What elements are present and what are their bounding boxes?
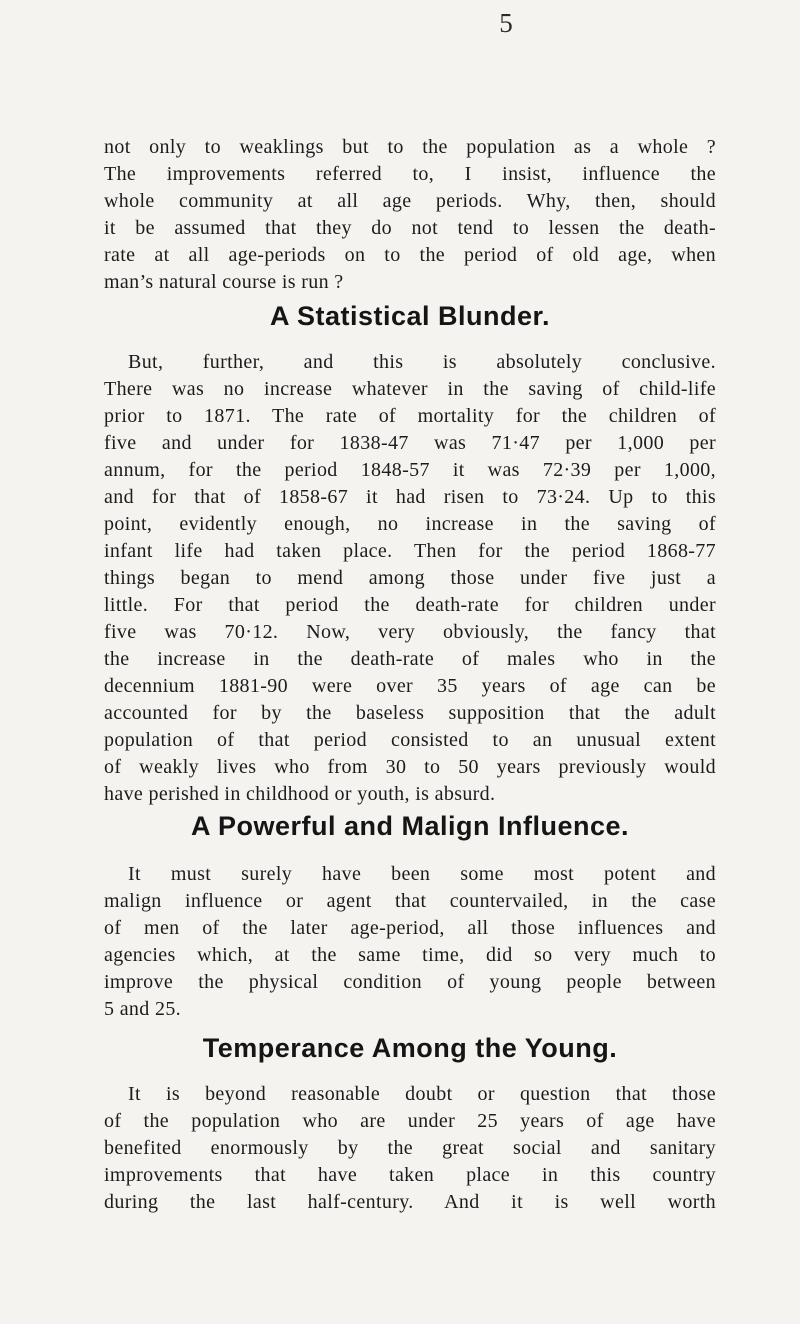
paragraph-malign-influence: [104, 861, 716, 1023]
text-line: have perished in childhood or youth, is absurd.: [104, 783, 496, 805]
section-heading-malign-influence: A Powerful and Malign Influence.: [190, 811, 630, 841]
text-line: of the population who are under 25 years of age have: [104, 1110, 716, 1132]
section-heading-statistical-blunder: A Statistical Blunder.: [269, 301, 551, 331]
text-line: prior to 1871. The rate of mortality for the children of: [104, 405, 716, 427]
text-line: infant life had taken place. Then for the period 1868-77: [104, 540, 716, 562]
text-line: rate at all age-periods on to the period of old age, when: [104, 244, 716, 266]
text-line: the increase in the death-rate of males who in the: [104, 648, 716, 670]
text-line: not only to weaklings but to the population as a whole ?: [104, 136, 716, 158]
text-line: It is beyond reasonable doubt or question that those: [128, 1083, 716, 1105]
page-number: 5: [499, 8, 513, 38]
text-line: little. For that period the death-rate for children under: [104, 594, 716, 616]
text-line: annum, for the period 1848-57 it was 72·39 per 1,000,: [104, 459, 716, 481]
text-line: of men of the later age-period, all those influences and: [104, 917, 716, 939]
text-line: benefited enormously by the great social and sanitary: [104, 1137, 716, 1159]
paragraph-temperance-young: [104, 1081, 716, 1216]
text-line: of weakly lives who from 30 to 50 years previously would: [104, 756, 716, 778]
text-line: 5 and 25.: [104, 998, 182, 1020]
text-line: population of that period consisted to an unusual extent: [104, 729, 716, 751]
text-line: The improvements referred to, I insist, influence the: [104, 163, 716, 185]
text-line: it be assumed that they do not tend to lessen the death-: [104, 217, 716, 239]
text-line: It must surely have been some most potent and: [128, 863, 716, 885]
text-line: and for that of 1858-67 it had risen to 73·24. Up to this: [104, 486, 716, 508]
text-line: But, further, and this is absolutely conclusive.: [128, 351, 716, 373]
text-line: whole community at all age periods. Why, then, should: [104, 190, 716, 212]
text-line: malign influence or agent that countervailed, in the case: [104, 890, 716, 912]
text-line: There was no increase whatever in the saving of child-life: [104, 378, 716, 400]
section-heading-temperance-young: Temperance Among the Young.: [202, 1033, 618, 1063]
text-line: agencies which, at the same time, did so very much to: [104, 944, 716, 966]
paragraph-intro: [104, 134, 716, 296]
text-line: things began to mend among those under five just a: [104, 567, 716, 589]
text-line: five and under for 1838-47 was 71·47 per 1,000 per: [104, 432, 716, 454]
paragraph-statistical-blunder: [104, 349, 716, 808]
text-line: improve the physical condition of young people between: [104, 971, 716, 993]
text-line: man’s natural course is run ?: [104, 271, 344, 293]
text-line: decennium 1881-90 were over 35 years of age can be: [104, 675, 716, 697]
text-line: five was 70·12. Now, very obviously, the fancy that: [104, 621, 716, 643]
text-line: improvements that have taken place in this country: [104, 1164, 716, 1186]
text-line: accounted for by the baseless supposition that the adult: [104, 702, 716, 724]
text-line: during the last half-century. And it is well worth: [104, 1191, 716, 1213]
text-line: point, evidently enough, no increase in the saving of: [104, 513, 716, 535]
